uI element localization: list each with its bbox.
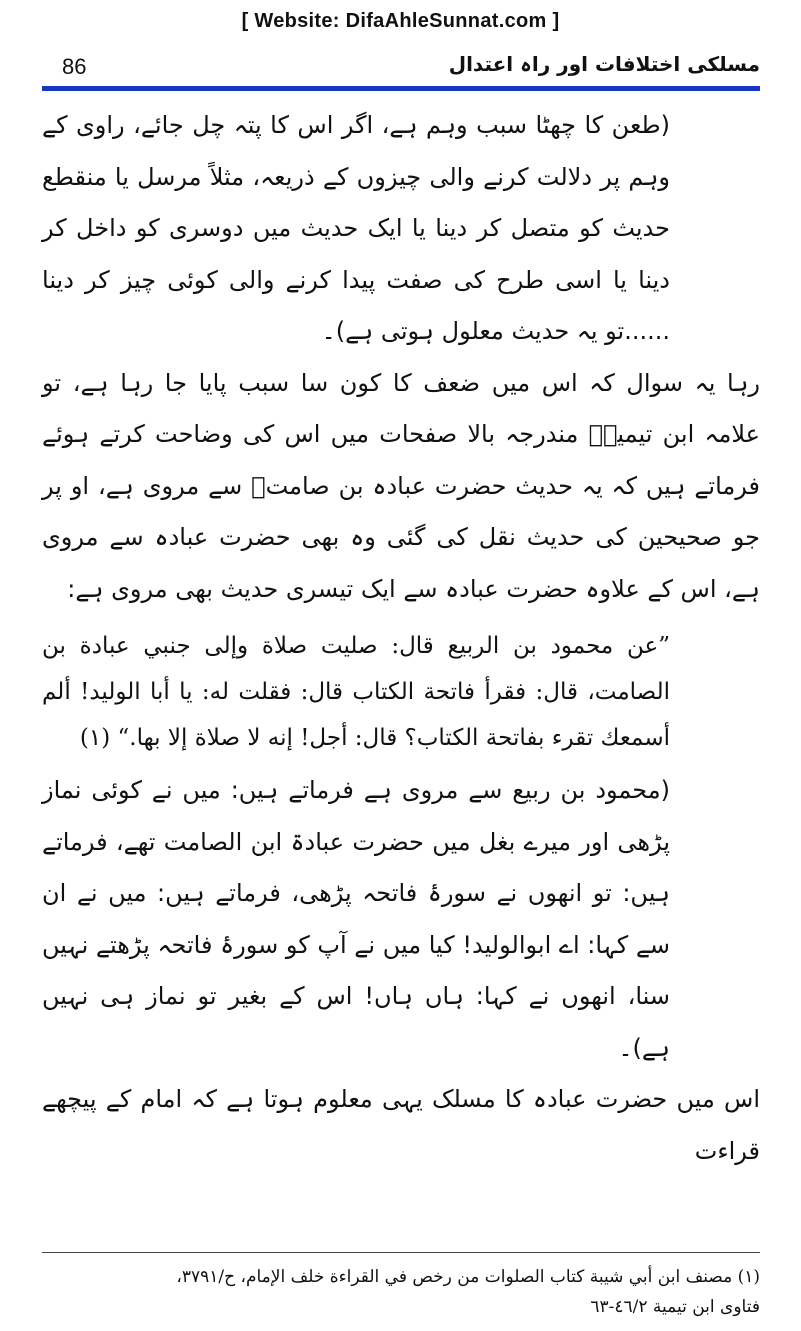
page-body — [42, 100, 760, 1177]
closing-paragraph: اس میں حضرت عبادہ کا مسلک یہی معلوم ہوتا ہے کہ امام کے پیچھے قراءت — [42, 1085, 760, 1165]
footnote-line: فتاوى ابن تيمية ٤٦/٢-٦٣ — [590, 1297, 760, 1317]
footnote-line: (١) مصنف ابن أبي شيبة كتاب الصلوات من رخص في القراءة خلف الإمام، ح/٣٧٩١، — [176, 1267, 760, 1287]
footnotes — [42, 1262, 760, 1322]
arabic-hadith-quote: ”عن محمود بن الربيع قال: صليت صلاة وإلى جنبي عبادة بن الصامت، قال: فقرأ فاتحة الكتاب قال: فقلت له: يا أبا الوليد! ألم أسمعك تقرء بفاتحة الكتاب؟ قال: أجل! إنه لا صلاة إلا بها.“ (١) — [42, 633, 670, 751]
header-rule — [42, 86, 760, 91]
hadith-translation: (محمود بن ربیع سے مروی ہے فرماتے ہیں: میں نے کوئی نماز پڑھی اور میرے بغل میں حضرت عبادۃ ابن الصامت تھے، فرماتے ہیں: تو انھوں نے سورۂ فاتحہ پڑھی، فرماتے ہیں: میں نے ان سے کہا: اے ابوالولید! کیا میں نے آپ کو سورۂ فاتحہ پڑھتے نہیں سنا، انھوں نے کہا: ہاں ہاں! اس کے بغیر تو نماز ہی نہیں ہے)۔ — [42, 776, 670, 1062]
page-number: 86 — [62, 54, 87, 79]
page-header — [42, 52, 760, 86]
website-banner: [ Website: DifaAhleSunnat.com ] — [241, 10, 560, 32]
book-title: مسلکی اختلافات اور راہ اعتدال — [448, 52, 760, 76]
footnote-divider — [42, 1252, 760, 1253]
discussion-paragraph: رہا یہ سوال کہ اس میں ضعف کا کون سا سبب پایا جا رہا ہے، تو علامہ ابن تیمیہؒ مندرجہ بالا صفحات میں اس کی وضاحت کرتے ہوئے فرماتے ہیں کہ یہ حدیث حضرت عبادہ بن صامتؓ سے مروی ہے، او پر جو صحیحین کی حدیث نقل کی گئی وہ بھی حضرت عبادہ سے مروی ہے، اس کے علاوہ حضرت عبادہ سے ایک تیسری حدیث بھی مروی ہے: — [42, 368, 760, 603]
definition-paragraph: (طعن کا چھٹا سبب وہم ہے، اگر اس کا پتہ چل جائے، راوی کے وہم پر دلالت کرنے والی چیزوں کے ذریعہ، مثلاً مرسل یا منقطع حدیث کو متصل کر دینا یا ایک حدیث میں دوسری کو داخل کر دینا یا اسی طرح کی صفت پیدا کرنے والی کوئی چیز کر دینا ......تو یہ حدیث معلول ہوتی ہے)۔ — [42, 111, 670, 345]
